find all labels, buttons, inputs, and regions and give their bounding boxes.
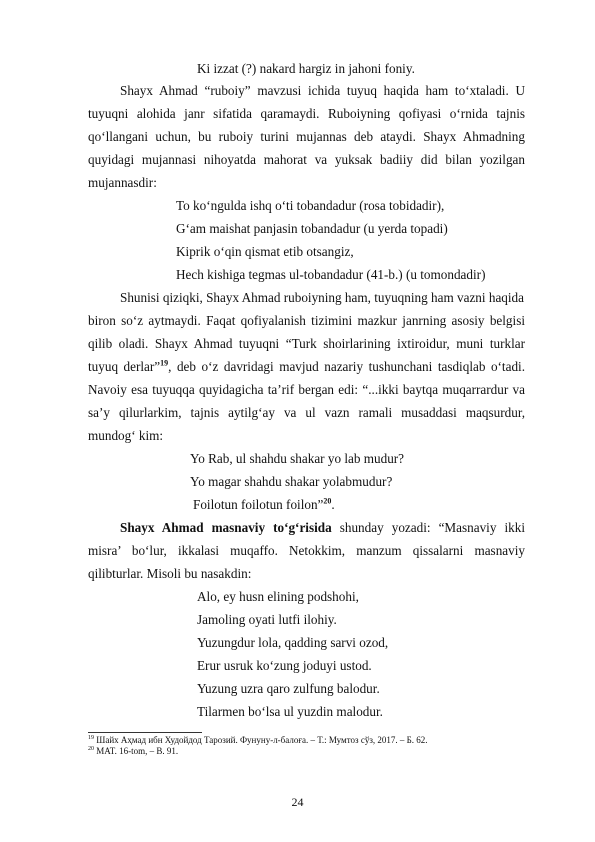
verse-line: Hech kishiga tegmas ul-tobandadur (41-b.) (u tomondadir): [176, 267, 486, 282]
text-segment: shunday yozadi: “Masnaviy ikki: [331, 520, 525, 535]
verse-line: Alo, ey husn elining podshohi,: [197, 589, 359, 604]
paragraph-line: Shayx Ahmad “ruboiy” mavzusi ichida tuyuq haqida ham to‘xtaladi. U: [120, 83, 525, 98]
paragraph-line: sa’y qilurlarkim, tajnis aytilg‘ay va ul vazn ramali musaddasi maqsurdur,: [88, 405, 525, 420]
verse-line: Yo magar shahdu shakar yolabmudur?: [190, 474, 393, 489]
verse-line: Kiprik o‘qin qismat etib otsangiz,: [176, 244, 354, 259]
text-segment: tuyuq derlar”: [88, 359, 161, 374]
paragraph-line-with-citation: [88, 360, 525, 373]
verse-line: To ko‘ngulda ishq o‘ti tobandadur (rosa tobidadir),: [176, 198, 445, 213]
footnote-text: Шайх Аҳмад ибн Худойдод Тарозий. Фунуну-л-балоға. – Т.: Мумтоз сўз, 2017. – Б. 62.: [96, 735, 428, 745]
paragraph-line: qilibturlar. Misoli bu nasakdin:: [88, 566, 252, 581]
footnote-number: 19: [88, 735, 94, 741]
verse-line: Tilarmen bo‘lsa ul yuzdin malodur.: [197, 704, 383, 719]
verse-line: G‘am maishat panjasin tobandadur (u yerda topadi): [176, 221, 448, 236]
paragraph-line: qo‘llangani uchun, bu ruboiy turini mujannas deb ataydi. Shayx Ahmadning: [88, 129, 525, 144]
paragraph-line: qilib oladi. Shayx Ahmad tuyuqni “Turk shoirlarining ixtiroidur, muni turklar: [88, 336, 525, 351]
footnote-text: MAT. 16-tom, – B. 91.: [96, 746, 179, 756]
verse-line: Yuzung uzra qaro zulfung balodur.: [197, 681, 380, 696]
verse-line: Erur usruk ko‘zung joduyi ustod.: [197, 658, 372, 673]
text-segment: .: [331, 497, 335, 512]
paragraph-line: misra’ bo‘lur, ikkalasi muqaffo. Netokkim, manzum qissalarni masnaviy: [88, 543, 525, 558]
footnote-divider: [88, 732, 202, 733]
text-segment: , deb o‘z davridagi mavjud nazariy tushunchani tasdiqlab o‘tadi.: [168, 359, 526, 374]
verse-line: Yuzungdur lola, qadding sarvi ozod,: [197, 635, 389, 650]
footnote: [88, 747, 178, 756]
paragraph-line: Shunisi qiziqki, Shayx Ahmad ruboiyning ham, tuyuqning ham vazni haqida: [120, 290, 525, 305]
paragraph-line: Navoiy esa tuyuqqa quyidagicha ta’rif bergan edi: “...ikki baytqa muqarrardur va: [88, 382, 525, 397]
paragraph-line: tuyuqni alohida janr sifatida qaramaydi. Ruboiyning qofiyasi o‘rnida tajnis: [88, 106, 525, 121]
text-segment: Foilotun foilotun foilon”: [193, 497, 324, 512]
verse-line: Ki izzat (?) nakard hargiz in jahoni foniy.: [197, 61, 415, 76]
footnote-ref: 19: [160, 358, 169, 368]
paragraph-line: mundog‘ kim:: [88, 428, 164, 443]
paragraph-line: quyidagi mujannasi nihoyatda mahorat va yuksak badiiy did bilan yozilgan: [88, 152, 525, 167]
verse-line-with-citation: [193, 498, 335, 511]
paragraph-line: [120, 521, 525, 534]
paragraph-line: biron so‘z aytmaydi. Faqat qofiyalanish tizimini mazkur janrning asosiy belgisi: [88, 313, 525, 328]
paragraph-line: mujannasdir:: [88, 175, 157, 190]
verse-line: Jamoling oyati lutfi ilohiy.: [197, 612, 337, 627]
page-number: 24: [291, 795, 304, 809]
footnote-number: 20: [88, 746, 94, 752]
footnote-ref: 20: [323, 496, 332, 506]
section-heading-inline: Shayx Ahmad masnaviy to‘g‘risida: [120, 520, 332, 535]
verse-line: Yo Rab, ul shahdu shakar yo lab mudur?: [190, 451, 405, 466]
footnote: [88, 736, 428, 745]
